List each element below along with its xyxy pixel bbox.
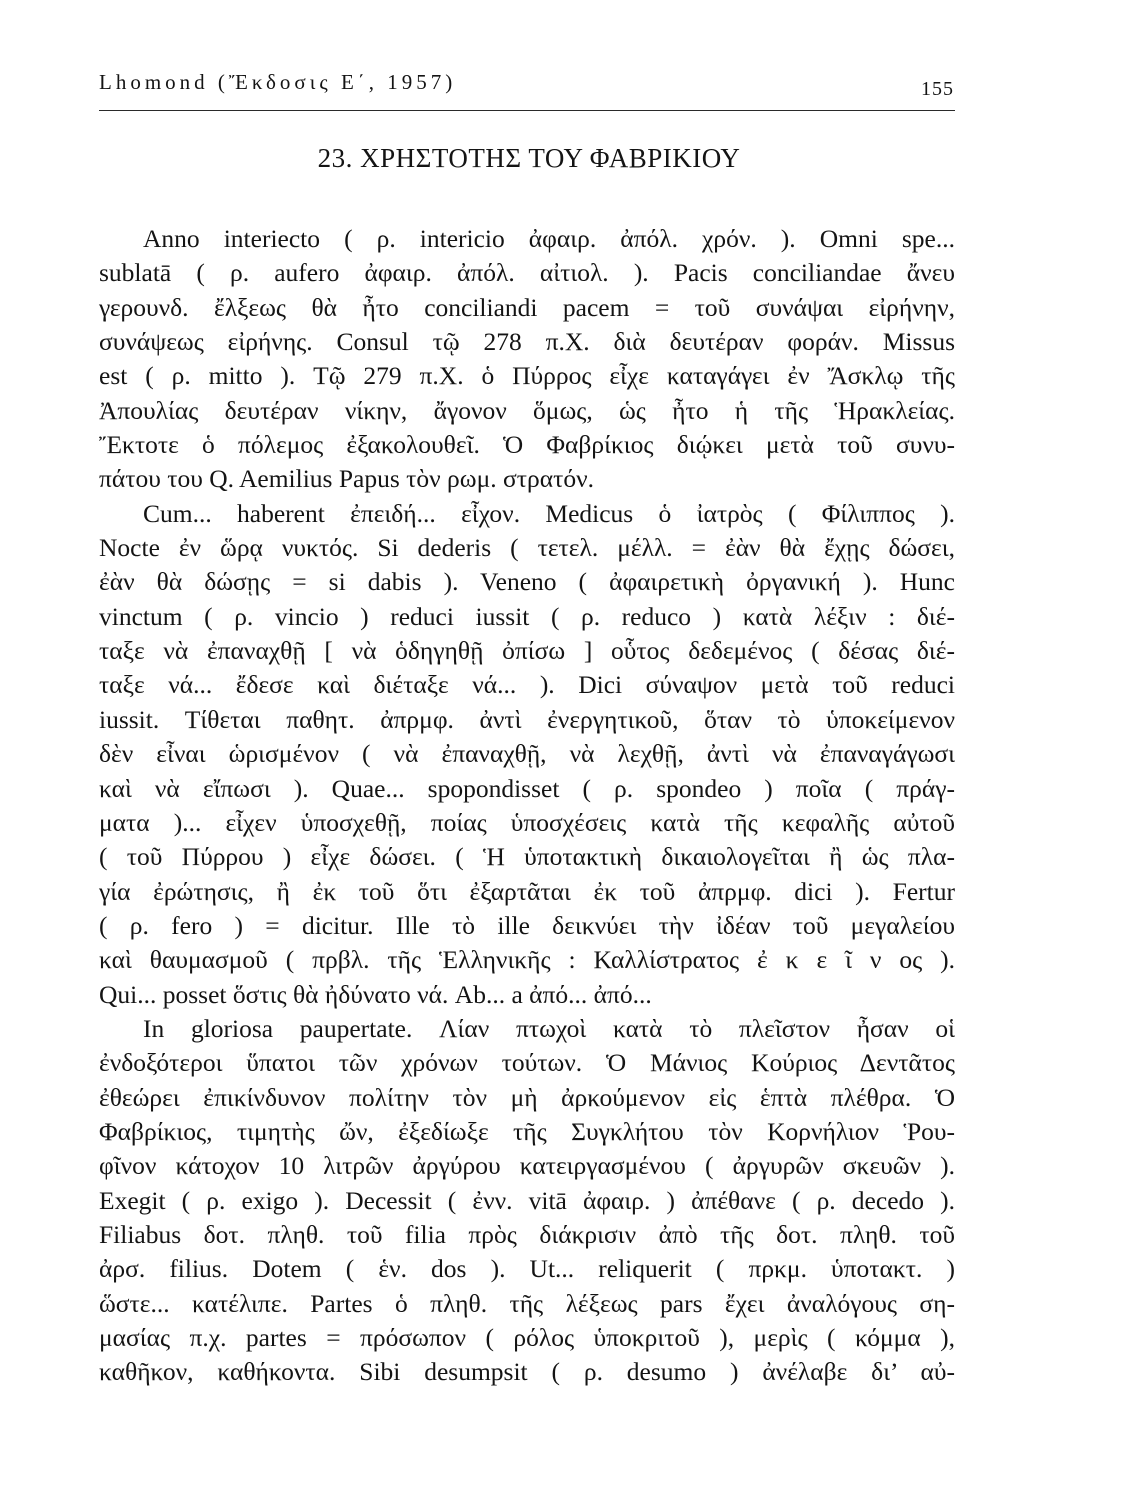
text-line: ματα )... εἶχεν ὑποσχεθῇ, ποίας ὑποσχέσεις κατὰ τῆς κεφαλῆς αὐτοῦ — [99, 807, 955, 837]
text-line: ( τοῦ Πύρρου ) εἶχε δώσει. ( Ἡ ὑποτακτικὴ δικαιολογεῖται ἢ ὡς πλα- — [99, 842, 955, 872]
text-line: vinctum ( ρ. vincio ) reduci iussit ( ρ. reduco ) κατὰ λέξιν : διέ- — [99, 601, 955, 631]
text-line: ἐθεώρει ἐπικίνδυνον πολίτην τὸν μὴ ἀρκούμενον εἰς ἑπτὰ πλέθρα. Ὁ — [99, 1082, 955, 1112]
text-line: ταξε νὰ ἐπαναχθῇ [ νὰ ὁδηγηθῇ ὀπίσω ] οὗτος δεδεμένος ( δέσας διέ- — [99, 636, 955, 666]
text-line: δὲν εἶναι ὡρισμένον ( νὰ ἐπαναχθῇ, νὰ λεχθῇ, ἀντὶ νὰ ἐπαναγάγωσι — [99, 739, 955, 769]
header-rule — [99, 110, 955, 111]
text-line: iussit. Τίθεται παθητ. ἀπρμφ. ἀντὶ ἐνεργητικοῦ, ὅταν τὸ ὑποκείμενον — [99, 704, 955, 734]
text-line: Nocte ἐν ὥρᾳ νυκτός. Si dederis ( τετελ. μέλλ. = ἐὰν θὰ ἔχῃς δώσει, — [99, 533, 955, 563]
text-line: καθῆκον, καθήκοντα. Sibi desumpsit ( ρ. desumo ) ἀνέλαβε δι’ αὐ- — [99, 1357, 955, 1387]
running-head — [99, 70, 954, 100]
running-head-title: Lhomond (Ἔκδοσις Ε΄, 1957) — [99, 70, 457, 94]
text-line: Filiabus δοτ. πληθ. τοῦ filia πρὸς διάκρισιν ἀπὸ τῆς δοτ. πληθ. τοῦ — [99, 1219, 955, 1249]
text-line: sublatā ( ρ. aufero ἀφαιρ. ἀπόλ. αἰτιολ. ). Pacis conciliandae ἄνευ — [99, 258, 955, 288]
text-line: Cum... haberent ἐπειδή... εἶχον. Medicus ὁ ἰατρὸς ( Φίλιππος ). — [143, 498, 955, 528]
text-line: ταξε νά... ἔδεσε καὶ διέταξε νά... ). Dici σύναψον μετὰ τοῦ reduci — [99, 670, 955, 700]
text-line: καὶ νὰ εἴπωσι ). Quae... spopondisset ( ρ. spondeo ) ποῖα ( πράγ- — [99, 773, 955, 803]
text-line: πάτου του Q. Aemilius Papus τὸν ρωμ. στρατόν. — [99, 464, 594, 494]
text-line: γία ἐρώτησις, ἢ ἐκ τοῦ ὅτι ἐξαρτᾶται ἐκ τοῦ ἀπρμφ. dici ). Fertur — [99, 876, 955, 906]
text-line: Φαβρίκιος, τιμητὴς ὤν, ἐξεδίωξε τῆς Συγκλήτου τὸν Κορνήλιον Ῥου- — [99, 1116, 955, 1146]
text-line: ἀρσ. filius. Dotem ( ἑν. dos ). Ut... reliquerit ( πρκμ. ὑποτακτ. ) — [99, 1254, 955, 1284]
text-line: φῖνον κάτοχον 10 λιτρῶν ἀργύρου κατειργασμένου ( ἀργυρῶν σκευῶν ). — [99, 1151, 955, 1181]
text-line: μασίας π.χ. partes = πρόσωπον ( ρόλος ὑποκριτοῦ ), μερὶς ( κόμμα ), — [99, 1323, 955, 1352]
text-line: γερουνδ. ἔλξεως θὰ ἦτο conciliandi pacem = τοῦ συνάψαι εἰρήνην, — [99, 292, 955, 322]
text-line: Qui... posset ὅστις θὰ ἠδύνατο νά. Ab... a ἀπό... ἀπό... — [99, 979, 652, 1009]
text-line: ὥστε... κατέλιπε. Partes ὁ πληθ. τῆς λέξεως pars ἔχει ἀναλόγους ση- — [99, 1288, 955, 1318]
section-title: 23. ΧΡΗΣΤΟΤΗΣ ΤΟΥ ΦΑΒΡΙΚΙΟΥ — [317, 143, 741, 173]
body-text — [99, 222, 955, 1390]
text-line: Ἀπουλίας δευτέραν νίκην, ἄγονον ὅμως, ὡς ἦτο ἡ τῆς Ἡρακλείας. — [99, 395, 955, 425]
text-line: Exegit ( ρ. exigo ). Decessit ( ἐνν. vitā ἀφαιρ. ) ἀπέθανε ( ρ. decedo ). — [99, 1185, 955, 1215]
text-line: est ( ρ. mitto ). Τῷ 279 π.Χ. ὁ Πύρρος εἶχε καταγάγει ἐν Ἄσκλῳ τῆς — [99, 361, 955, 391]
text-line: συνάψεως εἰρήνης. Consul τῷ 278 π.Χ. διὰ δευτέραν φοράν. Missus — [99, 327, 955, 357]
text-line: ( ρ. fero ) = dicitur. Ille τὸ ille δεικνύει τὴν ἰδέαν τοῦ μεγαλείου — [99, 910, 955, 940]
page-number: 155 — [921, 78, 954, 100]
text-line: ἐνδοξότεροι ὕπατοι τῶν χρόνων τούτων. Ὁ Μάνιος Κούριος Δεντᾶτος — [99, 1048, 955, 1078]
text-line: καὶ θαυμασμοῦ ( πρβλ. τῆς Ἑλληνικῆς : Καλλίστρατος ἐ κ ε ῖ ν ος ). — [99, 945, 955, 975]
text-line: ἐὰν θὰ δώσῃς = si dabis ). Veneno ( ἀφαιρετικὴ ὀργανική ). Hunc — [99, 567, 955, 597]
text-line: Anno interiecto ( ρ. intericio ἀφαιρ. ἀπόλ. χρόν. ). Omni spe... — [143, 224, 955, 253]
text-line: In gloriosa paupertate. Λίαν πτωχοὶ κατὰ τὸ πλεῖστον ἦσαν οἱ — [143, 1013, 955, 1043]
text-line: Ἔκτοτε ὁ πόλεμος ἐξακολουθεῖ. Ὁ Φαβρίκιος διῴκει μετὰ τοῦ συνυ- — [99, 430, 955, 460]
